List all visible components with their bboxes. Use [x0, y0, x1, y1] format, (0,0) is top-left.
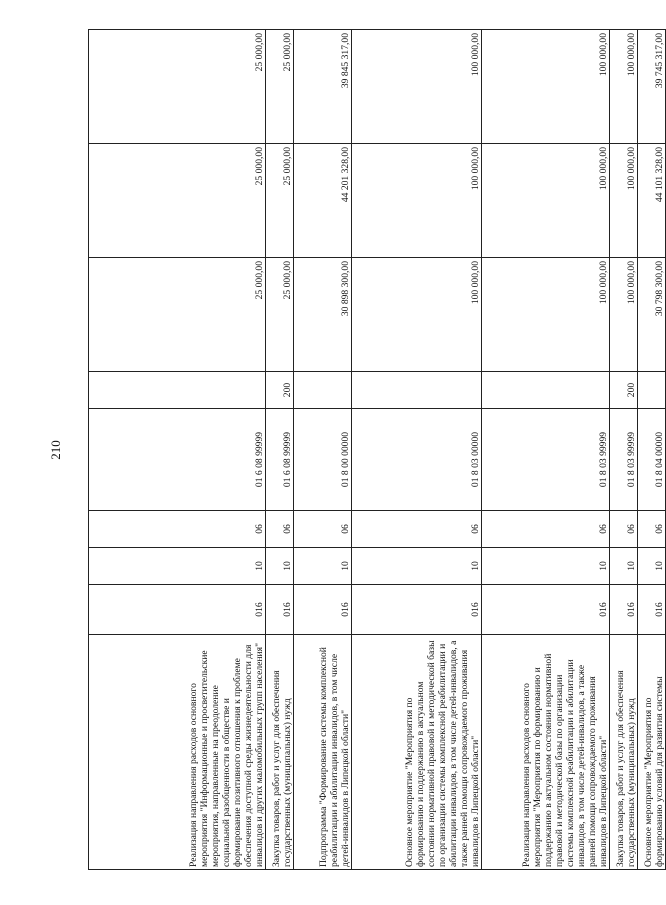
expense-type-cell: 200	[610, 372, 638, 409]
table-row	[610, 30, 638, 870]
subsection-code-cell: 06	[294, 511, 352, 548]
amount-2021-cell: 39 745 317,00	[638, 30, 666, 144]
amount-2019-cell: 30 898 300,00	[294, 258, 352, 372]
amount-2020-cell: 44 201 328,00	[294, 144, 352, 258]
amount-2021-cell: 39 845 317,00	[294, 30, 352, 144]
target-article-cell: 01 8 03 00000	[352, 409, 482, 511]
subsection-code-cell: 06	[266, 511, 294, 548]
expense-type-cell: 200	[266, 372, 294, 409]
subsection-code-cell: 06	[482, 511, 610, 548]
table-row	[352, 30, 482, 870]
budget-table	[88, 29, 666, 870]
expense-type-cell	[294, 372, 352, 409]
section-code-cell: 10	[482, 548, 610, 585]
subsection-code-cell: 06	[89, 511, 266, 548]
ministry-code-cell: 016	[482, 585, 610, 635]
row-name-cell: Основное мероприятие "Мероприятия по формированию условий для развития системы	[638, 635, 666, 870]
amount-2019-cell: 100 000,00	[352, 258, 482, 372]
amount-2020-cell: 25 000,00	[266, 144, 294, 258]
row-name-cell: Реализация направления расходов основного мероприятия "Мероприятия по формированию и поддержанию в актуальном состоянии нормативной правовой и методической базы по организации системы комплексной реабилитации и абилитации инвалидов, в том числе детей-инвалидов, а также ранней помощи сопровождаемого проживания инвалидов в Липецкой области"	[482, 635, 610, 870]
subsection-code-cell: 06	[352, 511, 482, 548]
subsection-code-cell: 06	[638, 511, 666, 548]
amount-2019-cell: 30 798 300,00	[638, 258, 666, 372]
target-article-cell: 01 8 04 00000	[638, 409, 666, 511]
amount-2019-cell: 25 000,00	[89, 258, 266, 372]
row-name-cell: Закупка товаров, работ и услуг для обеспечения государственных (муниципальных) нужд	[266, 635, 294, 870]
expense-type-cell	[482, 372, 610, 409]
amount-2021-cell: 25 000,00	[89, 30, 266, 144]
section-code-cell: 10	[89, 548, 266, 585]
row-name-cell: Закупка товаров, работ и услуг для обеспечения государственных (муниципальных) нужд	[610, 635, 638, 870]
section-code-cell: 10	[294, 548, 352, 585]
section-code-cell: 10	[638, 548, 666, 585]
row-name-cell: Подпрограмма "Формирование системы комплексной реабилитации и абилитации инвалидов, в том числе детей-инвалидов в Липецкой области"	[294, 635, 352, 870]
target-article-cell: 01 6 08 99999	[89, 409, 266, 511]
section-code-cell: 10	[352, 548, 482, 585]
amount-2021-cell: 25 000,00	[266, 30, 294, 144]
row-name-cell: Реализация направления расходов основного мероприятия "Информационные и просветительские мероприятия, направленные на преодоление социальной разобщенности в обществе и формирование позитивного отношения к проблеме обеспечения доступной среды жизнедеятельности для инвалидов и других маломобильных групп населения"	[89, 635, 266, 870]
table-row	[638, 30, 666, 870]
row-name-cell: Основное мероприятие "Мероприятия по формированию и поддержанию в актуальном состоянии нормативной правовой и методической базы по организации системы комплексной реабилитации и абилитации инвалидов, в том числе детей-инвалидов, а также ранней помощи сопровождаемого проживания инвалидов в Липецкой области"	[352, 635, 482, 870]
expense-type-cell	[638, 372, 666, 409]
amount-2019-cell: 100 000,00	[482, 258, 610, 372]
target-article-cell: 01 6 08 99999	[266, 409, 294, 511]
target-article-cell: 01 8 03 99999	[482, 409, 610, 511]
target-article-cell: 01 8 00 00000	[294, 409, 352, 511]
expense-type-cell	[352, 372, 482, 409]
amount-2020-cell: 100 000,00	[610, 144, 638, 258]
ministry-code-cell: 016	[638, 585, 666, 635]
amount-2020-cell: 100 000,00	[482, 144, 610, 258]
ministry-code-cell: 016	[610, 585, 638, 635]
amount-2020-cell: 25 000,00	[89, 144, 266, 258]
page-number: 210	[48, 440, 63, 460]
amount-2019-cell: 25 000,00	[266, 258, 294, 372]
table-row	[294, 30, 352, 870]
amount-2021-cell: 100 000,00	[352, 30, 482, 144]
ministry-code-cell: 016	[266, 585, 294, 635]
amount-2020-cell: 44 101 328,00	[638, 144, 666, 258]
table-row	[482, 30, 610, 870]
target-article-cell: 01 8 03 99999	[610, 409, 638, 511]
amount-2021-cell: 100 000,00	[610, 30, 638, 144]
budget-table-rotated	[88, 30, 665, 870]
ministry-code-cell: 016	[352, 585, 482, 635]
amount-2020-cell: 100 000,00	[352, 144, 482, 258]
table-row	[266, 30, 294, 870]
amount-2021-cell: 100 000,00	[482, 30, 610, 144]
table-row	[89, 30, 266, 870]
table-body	[89, 30, 666, 870]
subsection-code-cell: 06	[610, 511, 638, 548]
section-code-cell: 10	[266, 548, 294, 585]
amount-2019-cell: 100 000,00	[610, 258, 638, 372]
expense-type-cell	[89, 372, 266, 409]
ministry-code-cell: 016	[89, 585, 266, 635]
section-code-cell: 10	[610, 548, 638, 585]
ministry-code-cell: 016	[294, 585, 352, 635]
